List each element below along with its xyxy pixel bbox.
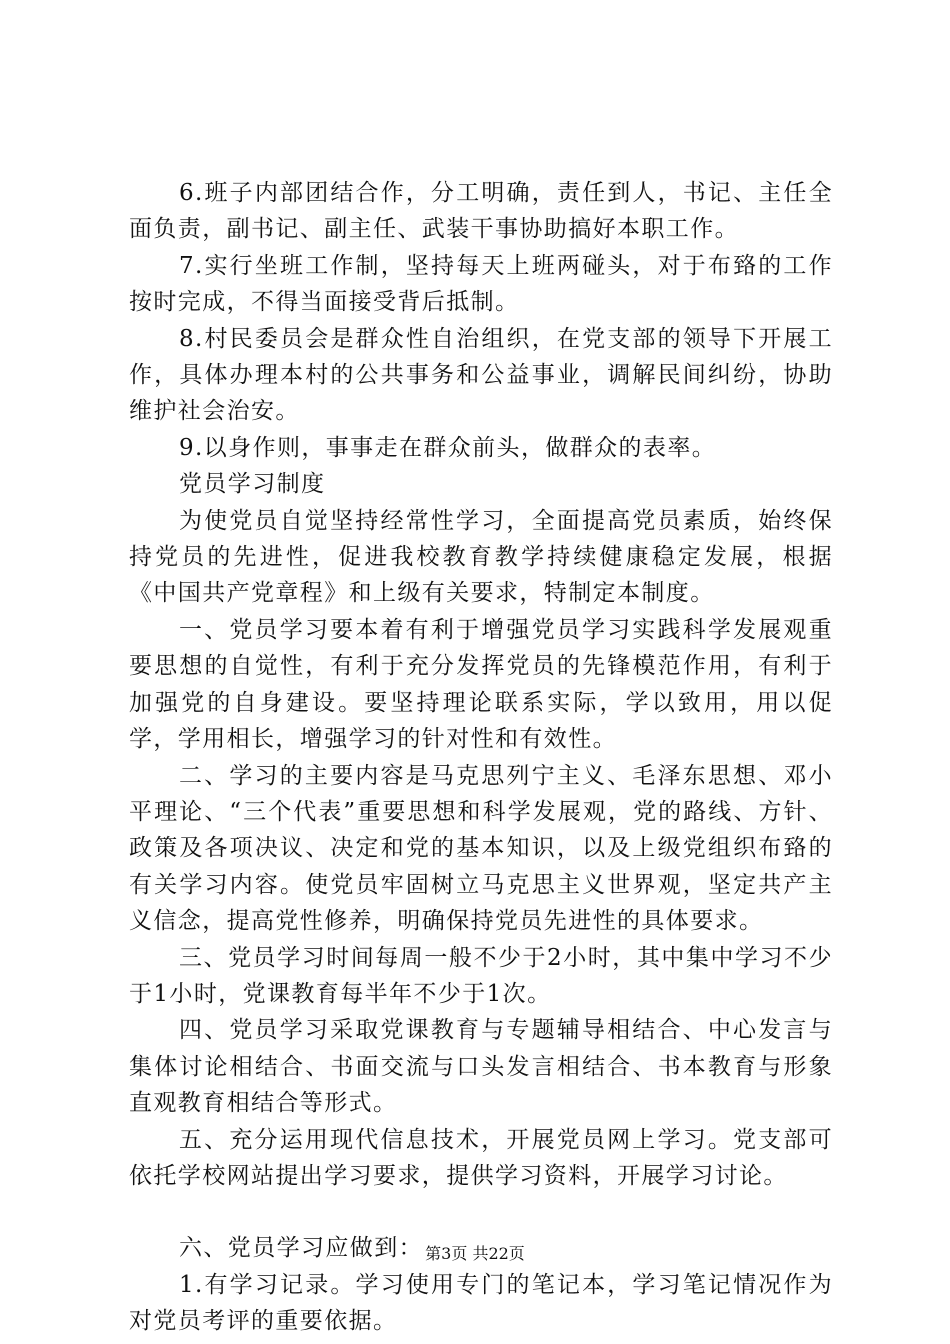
paragraph-item-3: 三、党员学习时间每周一般不少于2小时，其中集中学习不少于1小时，党课教育每半年不少于1次。 — [129, 944, 833, 1007]
section-heading: 党员学习制度 — [179, 471, 326, 498]
paragraph-intro: 为使党员自觉坚持经常性学习，全面提高党员素质，始终保持党员的先进性，促进我校教育教学持续健康稳定发展，根据《中国共产党章程》和上级有关要求，特制定本制度。 — [129, 507, 833, 607]
paragraph-item-4: 四、党员学习采取党课教育与专题辅导相结合、中心发言与集体讨论相结合、书面交流与口头发言相结合、书本教育与形象直观教育相结合等形式。 — [129, 1017, 833, 1117]
document-body — [129, 175, 833, 1340]
paragraph-item-2: 二、学习的主要内容是马克思列宁主义、毛泽东思想、邓小平理论、“三个代表”重要思想和科学发展观，党的路线、方针、政策及各项决议、决定和党的基本知识，以及上级党组织布臵的有关学习内容。使党员牢固树立马克思主义世界观，坚定共产主义信念，提高党性修养，明确保持党员先进性的具体要求。 — [129, 762, 833, 935]
paragraph-item-5: 五、充分运用现代信息技术，开展党员网上学习。党支部可依托学校网站提出学习要求，提供学习资料，开展学习讨论。 — [129, 1126, 833, 1189]
paragraph-rule-6: 6.班子内部团结合作，分工明确，责任到人，书记、主任全面负责，副书记、副主任、武装干事协助搞好本职工作。 — [129, 180, 833, 243]
paragraph-sub-item-1: 1.有学习记录。学习使用专门的笔记本，学习笔记情况作为对党员考评的重要依据。 — [129, 1271, 833, 1335]
paragraph-rule-8: 8.村民委员会是群众性自治组织，在党支部的领导下开展工作，具体办理本村的公共事务和公益事业，调解民间纠纷，协助维护社会治安。 — [129, 325, 833, 425]
paragraph-item-1: 一、党员学习要本着有利于增强党员学习实践科学发展观重要思想的自觉性，有利于充分发挥党员的先锋模范作用，有利于加强党的自身建设。要坚持理论联系实际，学以致用，用以促学，学用相长，增强学习的针对性和有效性。 — [129, 616, 833, 753]
paragraph-rule-9: 9.以身作则，事事走在群众前头，做群众的表率。 — [179, 434, 717, 461]
paragraph-item-6: 六、党员学习应做到： — [179, 1235, 423, 1262]
paragraph-rule-7: 7.实行坐班工作制，坚持每天上班两碰头，对于布臵的工作按时完成，不得当面接受背后抵制。 — [129, 252, 833, 316]
page-number-footer: 第3页 共22页 — [425, 1244, 525, 1263]
